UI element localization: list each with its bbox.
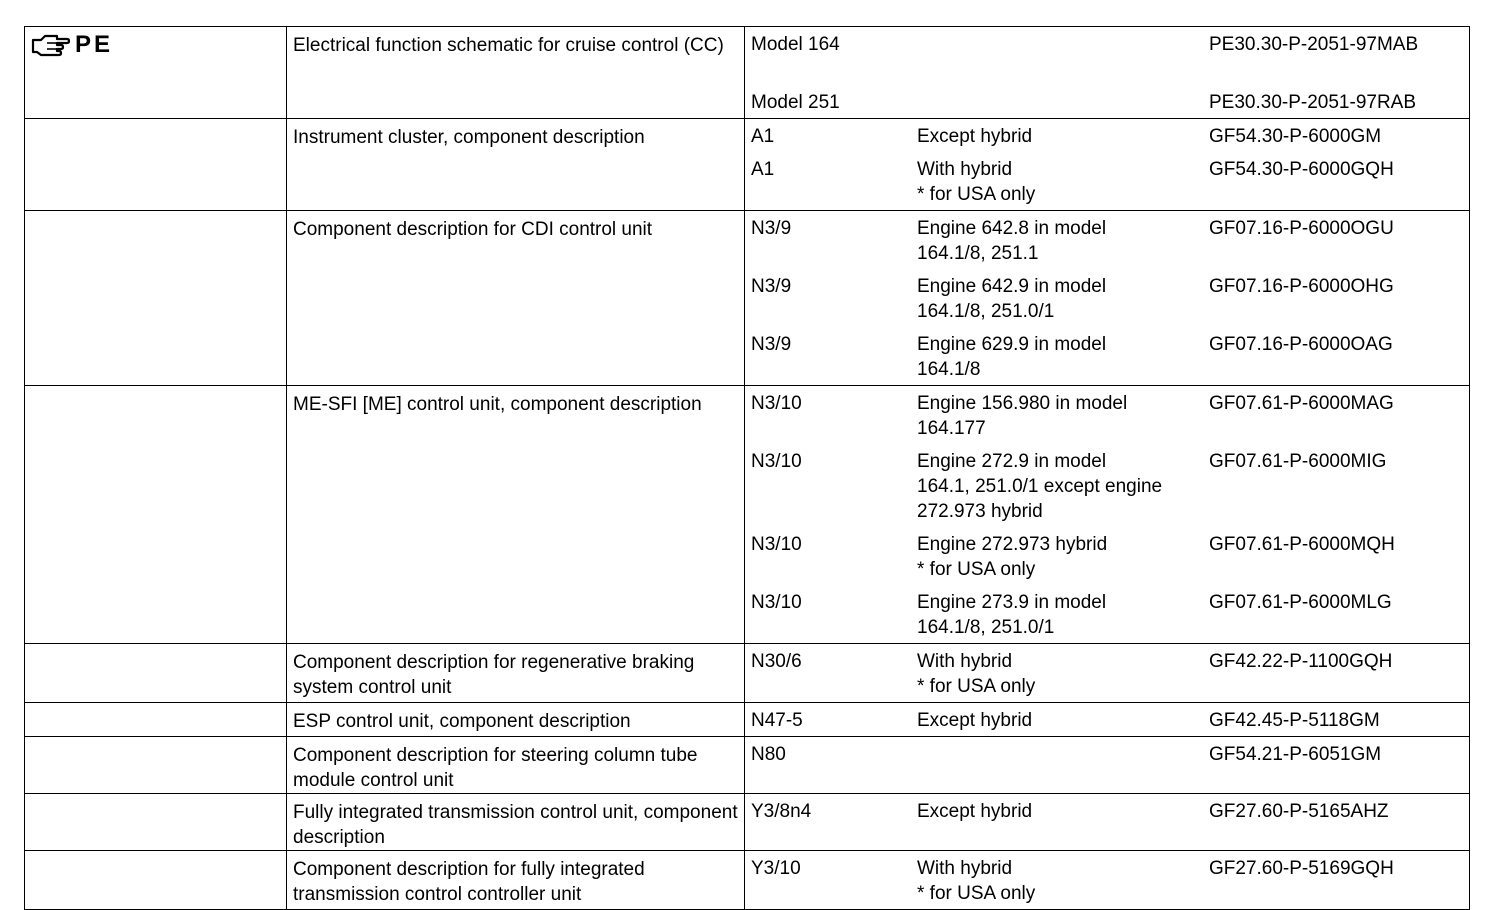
document-number: GF54.30-P-6000GM — [1209, 126, 1382, 147]
table-row — [25, 737, 1470, 794]
details-cell — [745, 211, 1470, 386]
entry — [745, 27, 1469, 60]
row-description: Fully integrated transmission control unit, component description — [293, 802, 738, 848]
description-cell — [287, 211, 745, 386]
component-code: N3/10 — [751, 451, 802, 472]
entry — [745, 211, 1469, 269]
pe-cell — [25, 644, 287, 703]
reference-table — [24, 26, 1470, 910]
pe-cell — [25, 386, 287, 644]
entry-note: Engine 156.980 in model 164.177 — [917, 393, 1128, 439]
description-cell — [287, 794, 745, 851]
entry-note: Engine 642.8 in model 164.1/8, 251.1 — [917, 218, 1107, 264]
description-cell — [287, 737, 745, 794]
pe-cell — [25, 211, 287, 386]
details-cell — [745, 27, 1470, 119]
entry-note: Engine 642.9 in model 164.1/8, 251.0/1 — [917, 276, 1107, 322]
pe-cell — [25, 851, 287, 910]
component-code: A1 — [751, 159, 775, 180]
entry — [745, 269, 1469, 327]
entry-note: With hybrid * for USA only — [917, 651, 1036, 697]
document-number: GF54.21-P-6051GM — [1209, 744, 1382, 765]
entry-note: Engine 272.973 hybrid * for USA only — [917, 534, 1108, 580]
document-number: GF42.22-P-1100GQH — [1209, 651, 1393, 672]
entry — [745, 327, 1469, 385]
table-row — [25, 794, 1470, 851]
component-code: N47-5 — [751, 710, 803, 731]
description-cell — [287, 386, 745, 644]
entry-note: With hybrid * for USA only — [917, 858, 1036, 904]
row-description: ESP control unit, component description — [293, 711, 631, 732]
pe-cell — [25, 27, 287, 119]
document-number: GF54.30-P-6000GQH — [1209, 159, 1394, 180]
pointing-hand-icon — [31, 32, 71, 58]
entry — [745, 585, 1469, 643]
table-row — [25, 119, 1470, 211]
component-code: N80 — [751, 744, 786, 765]
component-code: Y3/10 — [751, 858, 801, 879]
document-number: GF07.61-P-6000MLG — [1209, 592, 1392, 613]
document-number: GF07.61-P-6000MQH — [1209, 534, 1395, 555]
entry — [745, 527, 1469, 585]
entry-note: Engine 273.9 in model 164.1/8, 251.0/1 — [917, 592, 1107, 638]
description-cell — [287, 703, 745, 737]
model-label: Model 251 — [751, 92, 840, 113]
pe-marker — [25, 27, 286, 59]
entry — [745, 851, 1469, 909]
entry — [745, 794, 1469, 827]
row-description: Component description for fully integrated transmission control controller unit — [293, 859, 645, 905]
row-description: Electrical function schematic for cruise control (CC) — [293, 35, 724, 56]
table-row — [25, 211, 1470, 386]
document-number: GF07.16-P-6000OAG — [1209, 334, 1393, 355]
row-description: Instrument cluster, component description — [293, 127, 645, 148]
details-cell — [745, 386, 1470, 644]
document-number: GF07.16-P-6000OHG — [1209, 276, 1394, 297]
component-code: N3/9 — [751, 334, 792, 355]
document-number: GF07.61-P-6000MAG — [1209, 393, 1394, 414]
row-description: Component description for CDI control unit — [293, 219, 653, 240]
model-label: Model 164 — [751, 34, 840, 55]
table-row — [25, 703, 1470, 737]
details-cell — [745, 703, 1470, 737]
description-cell — [287, 644, 745, 703]
component-code: N3/10 — [751, 393, 802, 414]
details-cell — [745, 794, 1470, 851]
component-code: N3/9 — [751, 218, 792, 239]
row-description: Component description for regenerative braking system control unit — [293, 652, 695, 698]
component-code: Y3/8n4 — [751, 801, 812, 822]
entry — [745, 152, 1469, 210]
entry-note: Except hybrid — [917, 126, 1033, 147]
component-code: N3/10 — [751, 592, 802, 613]
component-code: N30/6 — [751, 651, 802, 672]
table-row — [25, 644, 1470, 703]
component-code: A1 — [751, 126, 775, 147]
entry — [745, 85, 1469, 118]
table-row — [25, 851, 1470, 910]
document-number: GF42.45-P-5118GM — [1209, 710, 1380, 731]
pe-cell — [25, 119, 287, 211]
document-number: GF07.61-P-6000MIG — [1209, 451, 1387, 472]
component-code: N3/10 — [751, 534, 802, 555]
entry — [745, 444, 1469, 527]
pe-label: PE — [75, 31, 114, 58]
entry-note: Except hybrid — [917, 801, 1033, 822]
entry-note: Engine 272.9 in model 164.1, 251.0/1 except engine 272.973 hybrid — [917, 451, 1163, 522]
pe-cell — [25, 794, 287, 851]
entry — [745, 644, 1469, 702]
table-row — [25, 27, 1470, 119]
details-cell — [745, 737, 1470, 794]
document-number: GF07.16-P-6000OGU — [1209, 218, 1394, 239]
entry — [745, 703, 1469, 736]
details-cell — [745, 644, 1470, 703]
table-row — [25, 386, 1470, 644]
details-cell — [745, 119, 1470, 211]
description-cell — [287, 851, 745, 910]
details-cell — [745, 851, 1470, 910]
entry — [745, 737, 1469, 770]
entry-note: Engine 629.9 in model 164.1/8 — [917, 334, 1107, 380]
pe-cell — [25, 737, 287, 794]
document-number: PE30.30-P-2051-97MAB — [1209, 34, 1419, 55]
entry — [745, 119, 1469, 152]
document-number: PE30.30-P-2051-97RAB — [1209, 92, 1417, 113]
pe-cell — [25, 703, 287, 737]
entry-note: Except hybrid — [917, 710, 1033, 731]
document-number: GF27.60-P-5169GQH — [1209, 858, 1394, 879]
entry-note: With hybrid * for USA only — [917, 159, 1036, 205]
description-cell — [287, 27, 745, 119]
row-description: ME-SFI [ME] control unit, component description — [293, 394, 702, 415]
entry — [745, 386, 1469, 444]
row-description: Component description for steering column tube module control unit — [293, 745, 698, 791]
component-code: N3/9 — [751, 276, 792, 297]
description-cell — [287, 119, 745, 211]
entry-note — [911, 737, 1203, 770]
document-number: GF27.60-P-5165AHZ — [1209, 801, 1389, 822]
